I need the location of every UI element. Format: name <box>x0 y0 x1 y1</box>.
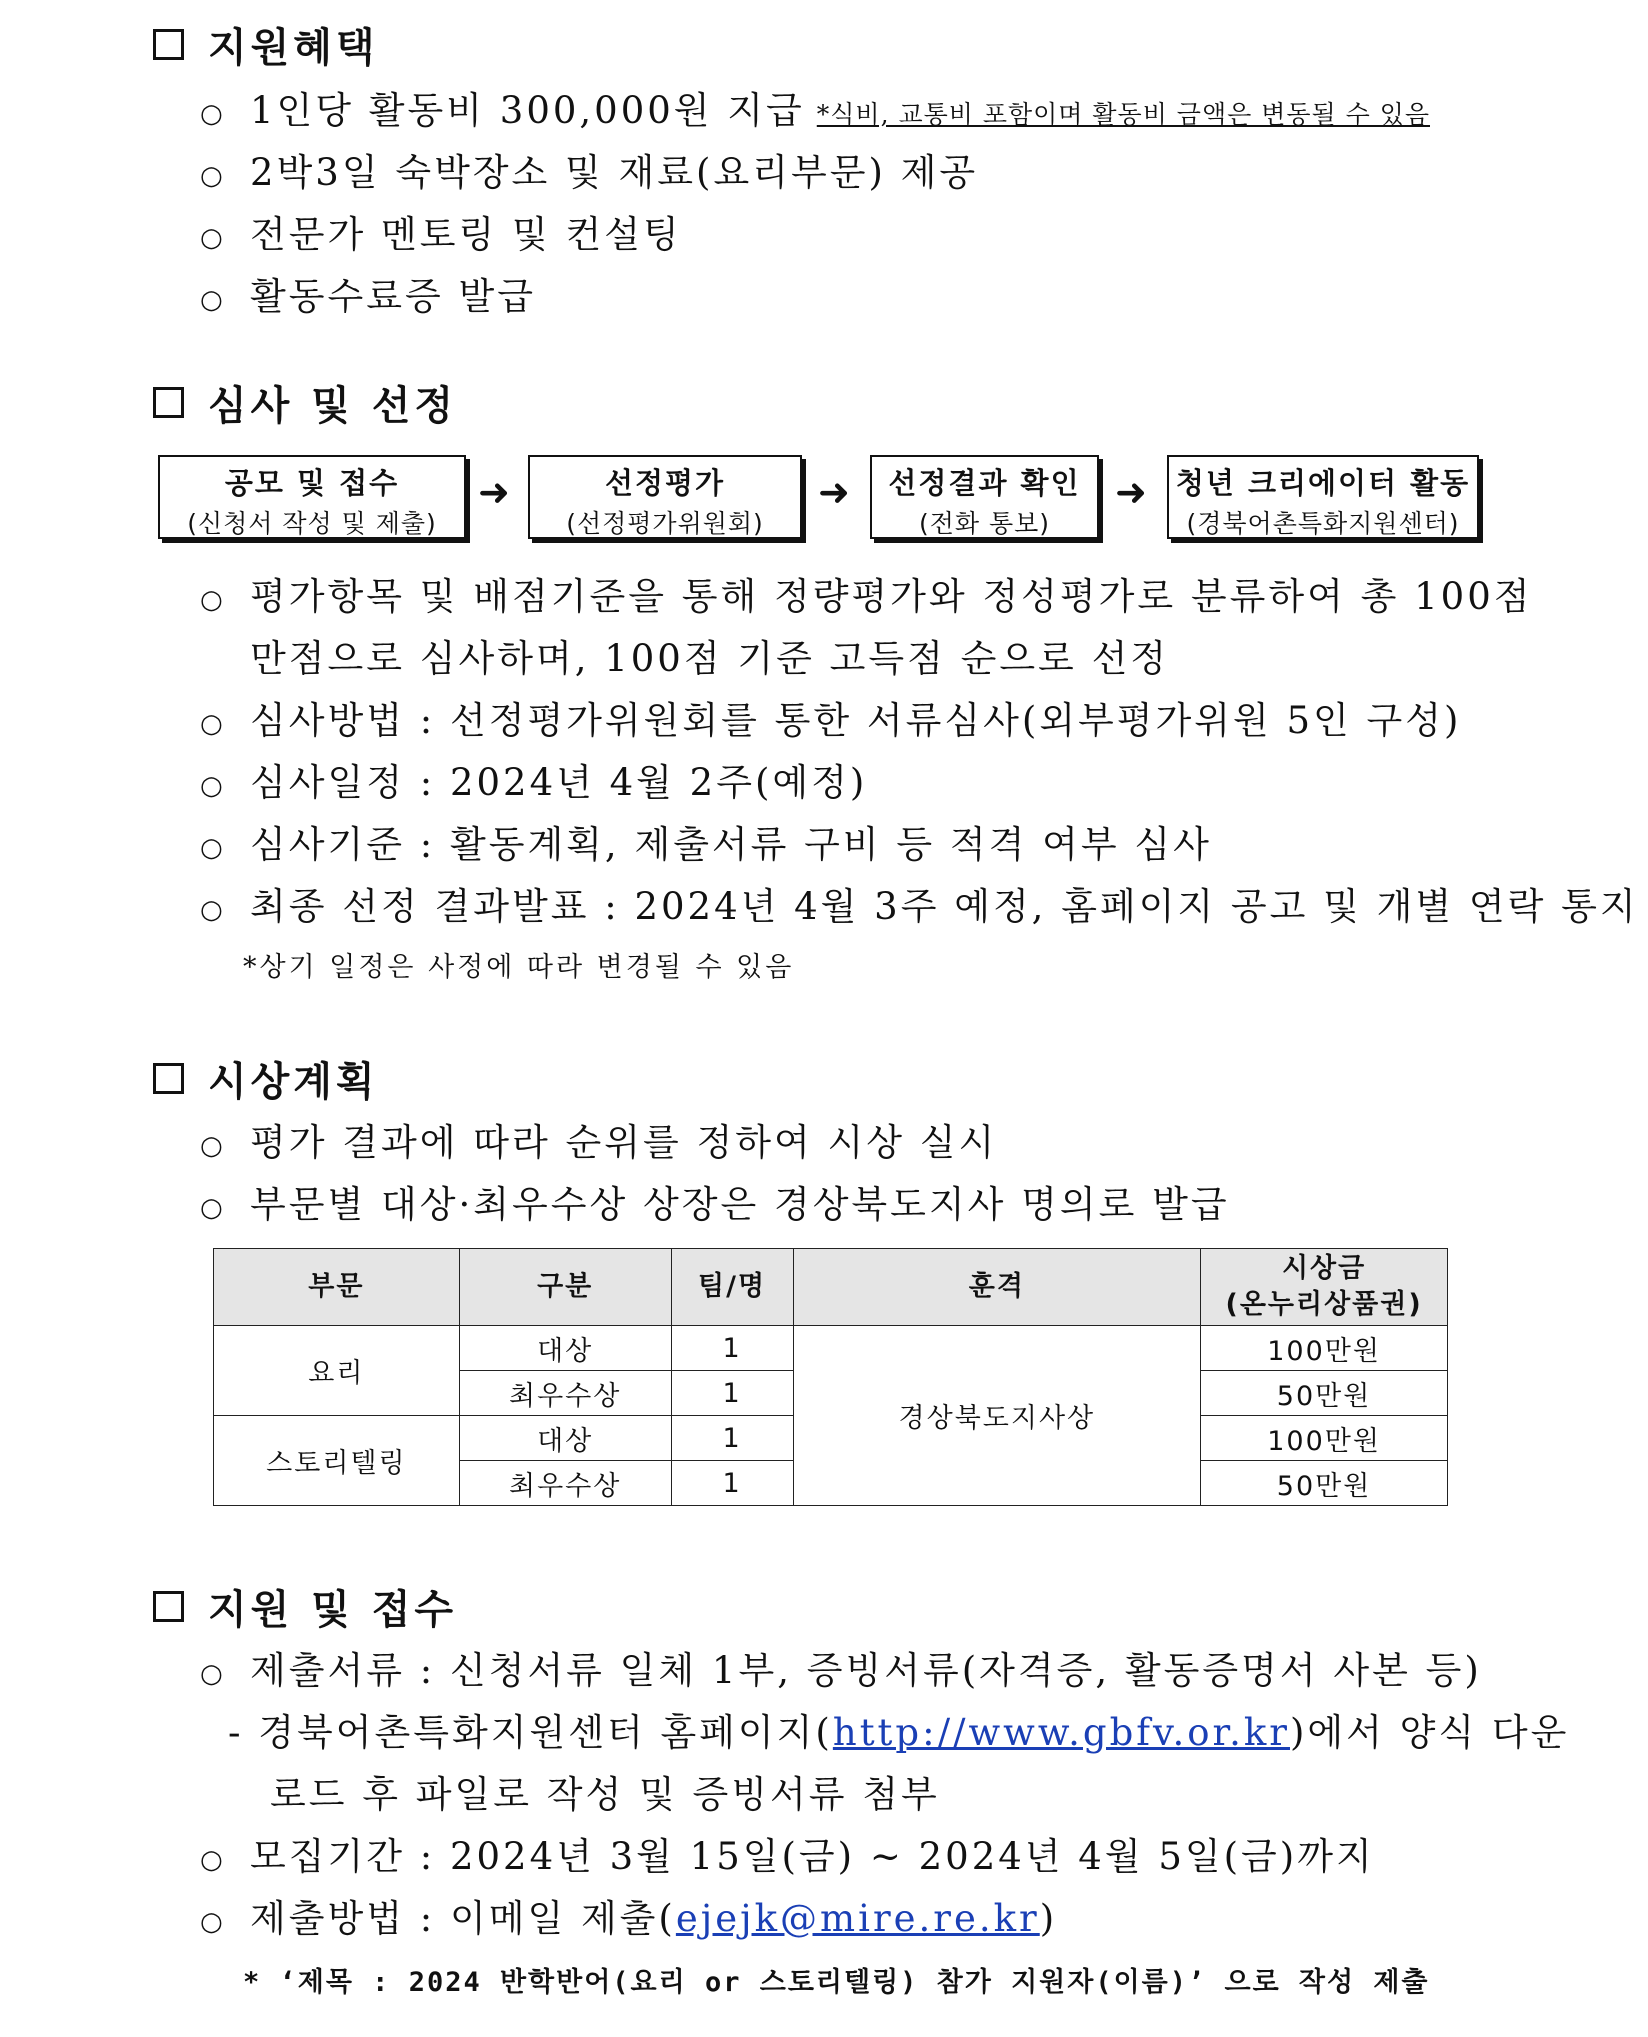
table-cell: 1 <box>671 1326 793 1371</box>
flow-step-title: 선정결과 확인 <box>888 466 1081 500</box>
list-item-text: 모집기간 : 2024년 3월 15일(금) ~ 2024년 4월 5일(금)까지 <box>250 1835 1375 1878</box>
homepage-link[interactable]: http://www.gbfv.or.kr <box>832 1711 1290 1754</box>
list-item-text: 심사방법 : 선정평가위원회를 통한 서류심사(외부평가위원 5인 구성) <box>250 699 1462 742</box>
list-item-continuation: 만점으로 심사하며, 100점 기준 고득점 순으로 선정 <box>250 637 1170 680</box>
checkbox-square-icon <box>153 1063 184 1094</box>
sub-list-item <box>228 1702 1569 1764</box>
flow-step-subtitle: (전화 통보) <box>918 509 1051 538</box>
email-link[interactable]: ejejk@mire.re.kr <box>675 1897 1040 1940</box>
table-cell: 최우수상 <box>459 1371 671 1416</box>
checkbox-square-icon <box>153 29 184 60</box>
flow-step-subtitle: (선정평가위원회) <box>566 509 764 538</box>
section-title: 지원혜택 <box>208 25 379 71</box>
column-header: 부문 <box>214 1249 460 1326</box>
column-header: 팀/명 <box>671 1249 793 1326</box>
list-item-continuation: 로드 후 파일로 작성 및 증빙서류 첨부 <box>270 1773 940 1816</box>
award-table <box>213 1248 1448 1506</box>
arrow-right-icon: ➜ <box>818 470 850 514</box>
section-heading-apply <box>153 1578 457 1635</box>
list-item-text: 심사기준 : 활동계획, 제출서류 구비 등 적격 여부 심사 <box>250 823 1212 866</box>
column-header-line: (온누리상품권) <box>1225 1289 1423 1320</box>
bullet-circle-icon: ○ <box>200 1130 226 1161</box>
footnote: *식비, 교통비 포함이며 활동비 금액은 변동될 수 있음 <box>816 100 1430 129</box>
column-header-line: 시상금 <box>1281 1253 1367 1284</box>
bullet-circle-icon: ○ <box>200 98 226 129</box>
list-item-text: 평가 결과에 따라 순위를 정하여 시상 실시 <box>250 1121 998 1164</box>
table-cell: 1 <box>671 1371 793 1416</box>
list-item <box>200 1640 1482 1705</box>
bullet-circle-icon: ○ <box>200 1844 226 1875</box>
arrow-right-icon: ➜ <box>1115 470 1147 514</box>
bullet-circle-icon: ○ <box>200 222 226 253</box>
list-item <box>200 1174 1230 1239</box>
table-cell: 1 <box>671 1461 793 1506</box>
list-item <box>200 814 1212 879</box>
list-item-text: )에서 양식 다운 <box>1290 1711 1570 1754</box>
list-item-text: 최종 선정 결과발표 : 2024년 4월 3주 예정, 홈페이지 공고 및 개별 연락 통지 <box>250 885 1639 928</box>
list-item <box>200 566 1533 631</box>
column-header: 구분 <box>459 1249 671 1326</box>
section-heading-benefits <box>153 16 379 73</box>
list-item-text: 2박3일 숙박장소 및 재료(요리부문) 제공 <box>250 151 979 194</box>
column-header: 훈격 <box>793 1249 1201 1326</box>
list-item-text: 1인당 활동비 300,000원 지급 <box>250 89 805 132</box>
list-item <box>200 752 867 817</box>
section-title: 지원 및 접수 <box>208 1587 458 1633</box>
list-item-text: 제출서류 : 신청서류 일체 1부, 증빙서류(자격증, 활동증명서 사본 등) <box>250 1649 1482 1692</box>
flow-step-result <box>870 455 1099 539</box>
submission-note: * ‘제목 : 2024 반학반어(요리 or 스토리텔링) 참가 지원자(이름)’ 으로 작성 제출 <box>243 1967 1430 1998</box>
bullet-circle-icon: ○ <box>200 832 226 863</box>
schedule-note: *상기 일정은 사정에 따라 변경될 수 있음 <box>243 952 795 983</box>
table-cell: 최우수상 <box>459 1461 671 1506</box>
table-cell: 1 <box>671 1416 793 1461</box>
checkbox-square-icon <box>153 1591 184 1622</box>
list-item-text: ) <box>1039 1897 1058 1940</box>
column-header <box>1201 1249 1448 1326</box>
bullet-circle-icon: ○ <box>200 1658 226 1689</box>
list-item <box>200 1112 997 1177</box>
table-cell: 100만원 <box>1201 1326 1448 1371</box>
list-item-text: 심사일정 : 2024년 4월 2주(예정) <box>250 761 868 804</box>
category-cell: 스토리텔링 <box>214 1416 460 1506</box>
list-item <box>200 80 1430 146</box>
section-heading-review <box>153 374 457 431</box>
bullet-circle-icon: ○ <box>200 160 226 191</box>
list-item <box>200 1826 1375 1891</box>
table-cell: 대상 <box>459 1416 671 1461</box>
flow-step-title: 청년 크리에이터 활동 <box>1175 466 1471 500</box>
flow-step-evaluation <box>528 455 802 539</box>
section-title: 심사 및 선정 <box>208 383 458 429</box>
table-row <box>214 1326 1448 1371</box>
section-title: 시상계획 <box>208 1059 379 1105</box>
list-item-text: 부문별 대상·최우수상 상장은 경상북도지사 명의로 발급 <box>250 1183 1230 1226</box>
list-item-text: 제출방법 : 이메일 제출( <box>250 1897 676 1940</box>
bullet-circle-icon: ○ <box>200 584 226 615</box>
arrow-right-icon: ➜ <box>478 470 510 514</box>
bullet-circle-icon: ○ <box>200 284 226 315</box>
bullet-circle-icon: ○ <box>200 708 226 739</box>
list-item-text: - 경북어촌특화지원센터 홈페이지( <box>228 1711 833 1754</box>
list-item <box>200 142 978 207</box>
list-item-text: 평가항목 및 배점기준을 통해 정량평가와 정성평가로 분류하여 총 100점 <box>250 575 1533 618</box>
list-item-text: 활동수료증 발급 <box>250 275 536 318</box>
bullet-circle-icon: ○ <box>200 770 226 801</box>
list-item <box>200 204 682 269</box>
section-heading-awards <box>153 1050 379 1107</box>
flow-step-activity <box>1167 455 1479 539</box>
category-cell: 요리 <box>214 1326 460 1416</box>
flow-step-title: 공모 및 접수 <box>224 466 400 500</box>
table-cell: 50만원 <box>1201 1371 1448 1416</box>
list-item-text: 전문가 멘토링 및 컨설팅 <box>250 213 682 256</box>
list-item <box>200 876 1639 941</box>
table-cell: 대상 <box>459 1326 671 1371</box>
flow-step-title: 선정평가 <box>604 466 726 500</box>
flow-step-subtitle: (경북어촌특화지원센터) <box>1186 509 1460 538</box>
bullet-circle-icon: ○ <box>200 1192 226 1223</box>
list-item <box>200 1888 1057 1953</box>
table-header-row <box>214 1249 1448 1326</box>
list-item <box>200 266 536 331</box>
flow-step-apply <box>158 455 466 539</box>
bullet-circle-icon: ○ <box>200 894 226 925</box>
flow-step-subtitle: (신청서 작성 및 제출) <box>187 509 437 538</box>
honor-cell: 경상북도지사상 <box>793 1326 1201 1506</box>
table-cell: 100만원 <box>1201 1416 1448 1461</box>
table-cell: 50만원 <box>1201 1461 1448 1506</box>
bullet-circle-icon: ○ <box>200 1906 226 1937</box>
checkbox-square-icon <box>153 387 184 418</box>
list-item <box>200 690 1461 755</box>
